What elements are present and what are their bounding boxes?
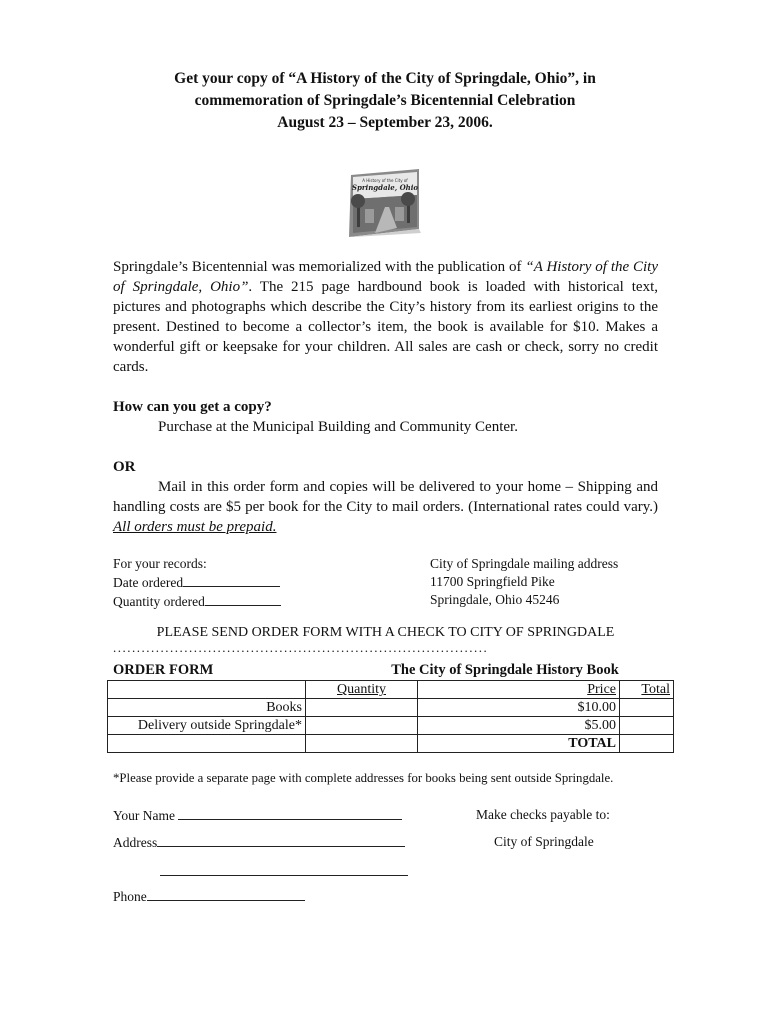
delivery-price: $5.00 (418, 717, 620, 735)
date-ordered-line[interactable] (183, 573, 280, 587)
mailing-heading: City of Springdale mailing address (430, 556, 619, 571)
page-title (110, 68, 660, 134)
mailing-street: 11700 Springfield Pike (430, 574, 555, 589)
how-heading: How can you get a copy? (113, 399, 272, 415)
table-header-row (108, 681, 674, 699)
cover-title-small: A History of the City of (362, 178, 408, 183)
total-header: Total (620, 681, 674, 699)
title-line-1: Get your copy of “A History of the City of Springdale, Ohio”, in (174, 70, 596, 87)
price-header: Price (418, 681, 620, 699)
table-row (108, 735, 674, 753)
address-field[interactable]: Address (113, 833, 405, 852)
payable-label: Make checks payable to: (476, 807, 610, 822)
quantity-ordered-line[interactable] (205, 592, 281, 606)
books-quantity-cell[interactable] (306, 699, 418, 717)
address-line-1[interactable] (157, 833, 405, 847)
phone-field[interactable]: Phone (113, 887, 305, 906)
grand-total-cell[interactable] (620, 735, 674, 753)
quantity-ordered-field[interactable]: Quantity ordered (113, 592, 403, 611)
total-label: TOTAL (418, 735, 620, 753)
mail-paragraph: Mail in this order form and copies will be delivered to your home – Shipping and handling costs are $5 per book for the City to mail orders. (International rates could vary.) All orders must be prepaid. (113, 479, 658, 535)
payable-payee: City of Springdale (494, 834, 594, 849)
purchase-option: Purchase at the Municipal Building and Community Center. (158, 419, 518, 435)
intro-paragraph: Springdale’s Bicentennial was memorialized with the publication of “A History of the City of Springdale, Ohio”. The 215 page hardbound book is loaded with historical text, pictures and photographs which describe the City’s history from its earliest origins to the present. Destined to become a collector’s item, the book is available for $10. Makes a wonderful gift or keepsake for your children. All sales are cash or check, sorry no credit cards. (113, 259, 659, 375)
order-table (107, 680, 674, 753)
your-name-line[interactable] (178, 806, 402, 820)
delivery-label: Delivery outside Springdale* (108, 717, 306, 735)
books-total-cell[interactable] (620, 699, 674, 717)
mailing-city: Springdale, Ohio 45246 (430, 592, 560, 607)
book-cover-image (345, 167, 422, 237)
delivery-quantity-cell[interactable] (306, 717, 418, 735)
footnote: *Please provide a separate page with complete addresses for books being sent outside Springdale. (113, 771, 614, 785)
address-line-2[interactable] (160, 862, 408, 876)
table-row (108, 699, 674, 717)
delivery-total-cell[interactable] (620, 717, 674, 735)
title-line-3: August 23 – September 23, 2006. (277, 114, 493, 131)
books-label: Books (108, 699, 306, 717)
book-cover-illustration (345, 167, 422, 237)
phone-line[interactable] (147, 887, 305, 901)
mailing-address-block (430, 555, 670, 609)
cover-title-large: Springdale, Ohio (351, 183, 419, 192)
or-label: OR (113, 459, 136, 475)
order-book-title: The City of Springdale History Book (391, 662, 619, 678)
dotted-separator: ............................................................................... (113, 640, 489, 655)
book-title-italic: “A History of the City of Springdale, Ohio” (113, 259, 659, 295)
prepaid-note: All orders must be prepaid. (113, 519, 277, 535)
quantity-header: Quantity (306, 681, 418, 699)
table-row (108, 717, 674, 735)
date-ordered-field[interactable]: Date ordered (113, 573, 403, 592)
order-form-heading: ORDER FORM (113, 662, 214, 678)
title-line-2: commemoration of Springdale’s Bicentennial Celebration (194, 92, 576, 109)
send-notice: PLEASE SEND ORDER FORM WITH A CHECK TO CITY OF SPRINGDALE (156, 625, 615, 640)
records-heading: For your records: (113, 556, 207, 571)
books-price: $10.00 (418, 699, 620, 717)
records-block (113, 555, 403, 611)
your-name-field[interactable]: Your Name (113, 806, 402, 825)
